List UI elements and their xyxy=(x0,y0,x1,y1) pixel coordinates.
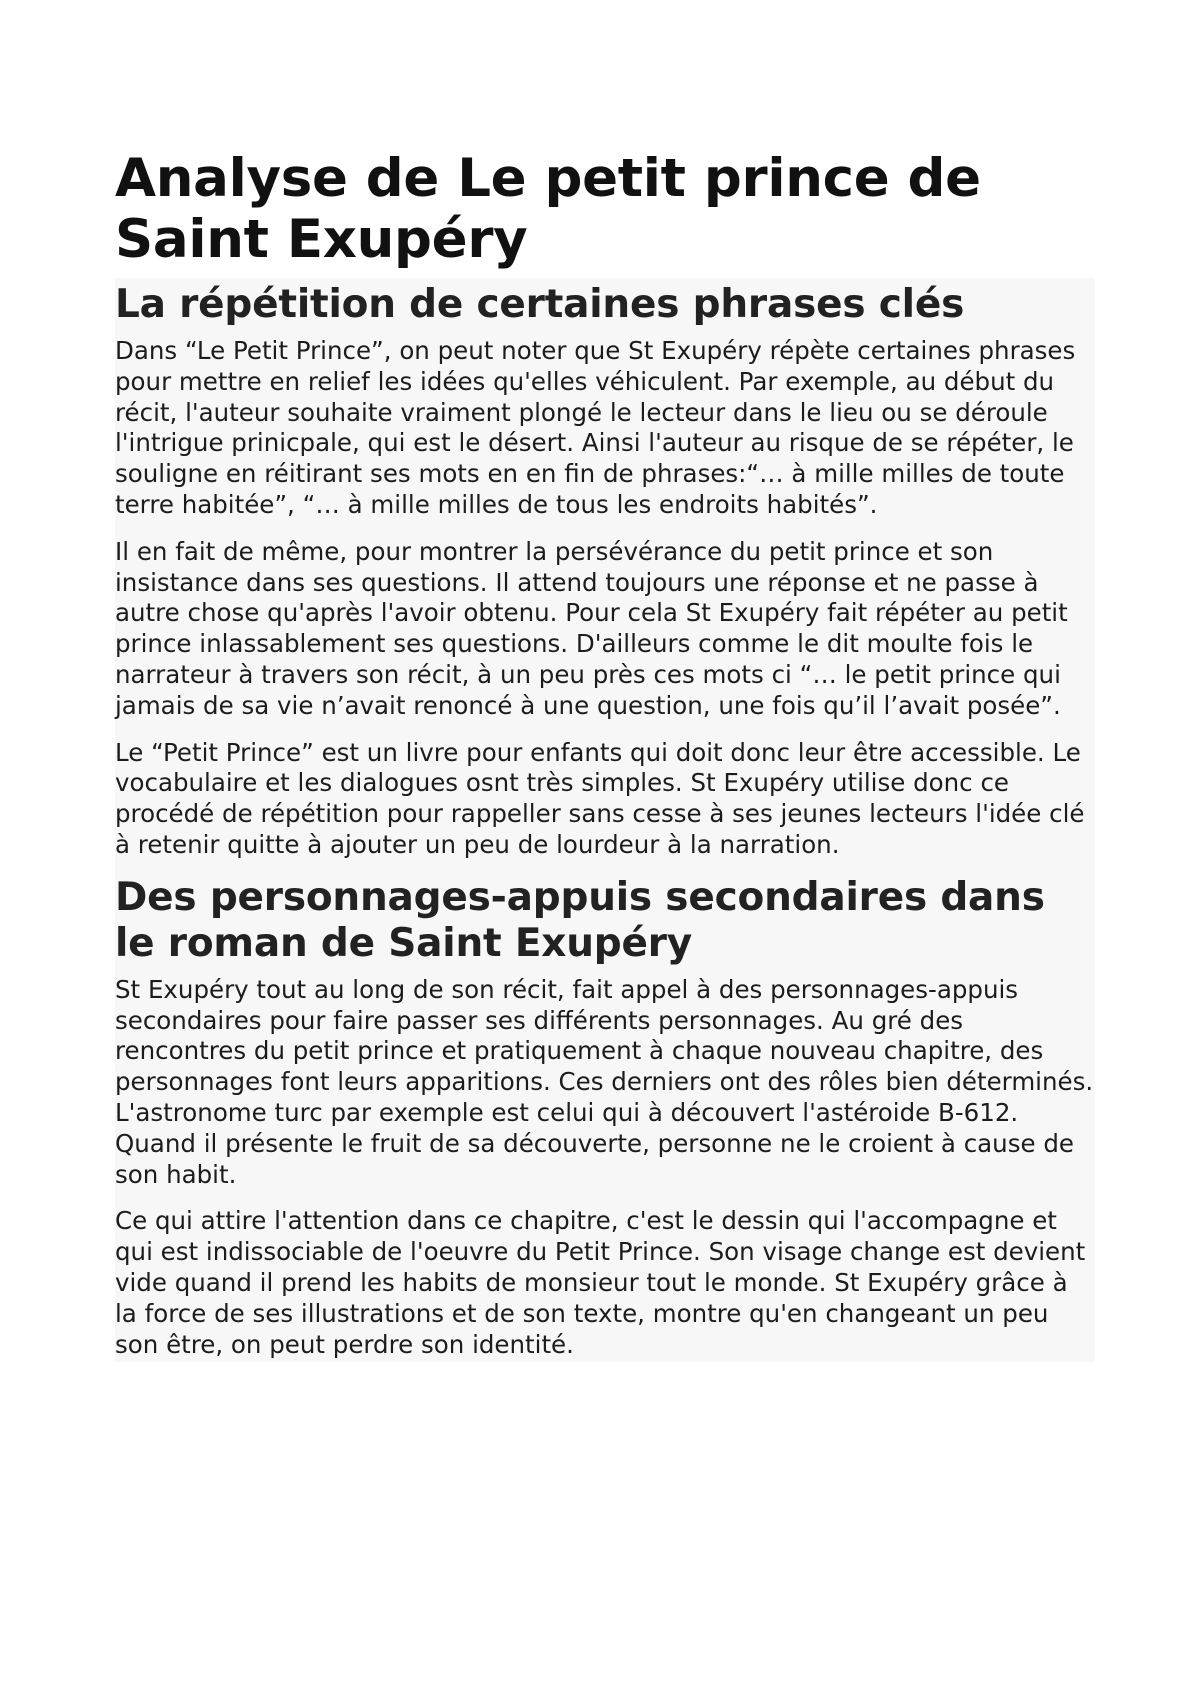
paragraph: Ce qui attire l'attention dans ce chapitre, c'est le dessin qui l'accompagne et qui est indissociable de l'oeuvre du Petit Prince. Son visage change est devient vide quand il prend les habits de monsieur tout le monde. St Exupéry grâce à la force de ses illustrations et de son texte, montre qu'en changeant un peu son être, on peut perdre son identité. xyxy=(115,1206,1086,1359)
document-title: Analyse de Le petit prince de Saint Exupéry xyxy=(115,148,981,270)
paragraph: Il en fait de même, pour montrer la persévérance du petit prince et son insistance dans ses questions. Il attend toujours une réponse et ne passe à autre chose qu'après l'avoir obtenu. Pour cela St Exupéry fait répéter au petit prince inlassablement ses questions. D'ailleurs comme le dit moulte fois le narrateur à travers son récit, à un peu près ces mots ci “… le petit prince qui jamais de sa vie n’avait renoncé à une question, une fois qu’il l’avait posée”. xyxy=(115,536,1068,720)
paragraph: Dans “Le Petit Prince”, on peut noter que St Exupéry répète certaines phrases pour mettre en relief les idées qu'elles véhiculent. Par exemple, au début du récit, l'auteur souhaite vraiment plongé le lecteur dans le lieu ou se déroule l'intrigue prinicpale, qui est le désert. Ainsi l'auteur au risque de se répéter, le souligne en réitirant ses mots en en fin de phrases:“… à mille milles de toute terre habitée”, “… à mille milles de tous les endroits habités”. xyxy=(115,336,1076,519)
paragraph: St Exupéry tout au long de son récit, fait appel à des personnages-appuis secondaires pour faire passer ses différents personnages. Au gré des rencontres du petit prince et pratiquement à chaque nouveau chapitre, des personnages font leurs apparitions. Ces derniers ont des rôles bien déterminés. L'astronome turc par exemple est celui qui à découvert l'astéroide B-612. Quand il présente le fruit de sa découverte, personne ne le croient à cause de son habit. xyxy=(115,974,1094,1189)
paragraph: Le “Petit Prince” est un livre pour enfants qui doit donc leur être accessible. Le vocabulaire et les dialogues osnt très simples. St Exupéry utilise donc ce procédé de répétition pour rappeller sans cesse à ses jeunes lecteurs l'idée clé à retenir quitte à ajouter un peu de lourdeur à la narration. xyxy=(115,737,1085,859)
document-page xyxy=(115,148,1095,1362)
section-heading-personnages: Des personnages-appuis secondaires dans le roman de Saint Exupéry xyxy=(115,874,1045,966)
section-heading-repetition: La répétition de certaines phrases clés xyxy=(115,282,965,327)
document-body xyxy=(115,278,1095,1362)
